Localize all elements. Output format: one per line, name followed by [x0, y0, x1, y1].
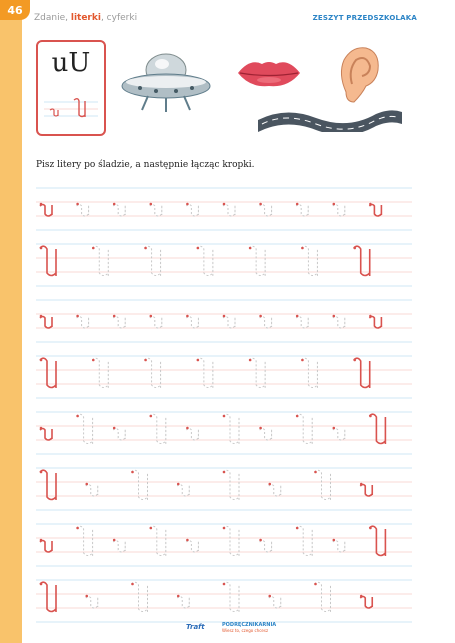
tracing-row: [36, 524, 412, 566]
start-dot: [113, 427, 116, 430]
start-dot: [76, 415, 79, 418]
letter-u-trace: [296, 205, 308, 217]
letter-u-trace: [333, 541, 345, 553]
letter-u-trace: [260, 429, 272, 441]
letter-U-trace: [145, 246, 161, 276]
letter-U-trace: [150, 414, 166, 444]
start-dot: [259, 427, 262, 430]
letter-U-trace: [369, 414, 385, 444]
letter-U-trace: [354, 246, 370, 276]
header-title-part-2: , cyferki: [100, 13, 138, 23]
card-letters: uU: [51, 48, 91, 78]
letter-u-trace: [177, 485, 189, 497]
letter-u-trace: [113, 541, 125, 553]
start-dot: [92, 247, 95, 250]
start-dot: [259, 315, 262, 318]
letter-u-trace: [40, 317, 52, 329]
start-dot: [369, 315, 372, 318]
letter-u-trace: [77, 205, 89, 217]
start-dot: [85, 483, 88, 486]
letter-u-trace: [113, 317, 125, 329]
letter-U-trace: [296, 526, 312, 556]
letter-U-trace: [223, 414, 239, 444]
header-title-highlight: literki: [70, 13, 101, 23]
start-dot: [296, 203, 299, 206]
letter-u-trace: [113, 429, 125, 441]
letter-U-trace: [132, 582, 148, 612]
letter-U-trace: [197, 358, 213, 388]
tracing-row: [36, 356, 412, 398]
start-dot: [333, 539, 336, 542]
letter-U-trace: [197, 246, 213, 276]
letter-U-trace: [92, 358, 108, 388]
header-title-part-1: Zdanie,: [34, 13, 71, 23]
start-dot: [360, 595, 363, 598]
start-dot: [186, 427, 189, 430]
start-dot: [268, 483, 271, 486]
start-dot: [223, 315, 226, 318]
letter-U-trace: [92, 246, 108, 276]
start-dot: [268, 595, 271, 598]
letter-U-trace: [40, 470, 56, 500]
start-dot: [249, 359, 252, 362]
start-dot: [259, 539, 262, 542]
start-dot: [76, 203, 79, 206]
letter-U-trace: [77, 526, 93, 556]
start-dot: [40, 583, 43, 586]
page-number: 46: [0, 0, 30, 20]
start-dot: [301, 247, 304, 250]
start-dot: [40, 315, 43, 318]
letter-U-trace: [369, 526, 385, 556]
letter-u-trace: [150, 205, 162, 217]
start-dot: [177, 595, 180, 598]
start-dot: [353, 247, 356, 250]
letter-u-trace: [333, 205, 345, 217]
start-dot: [223, 471, 226, 474]
letter-U-trace: [296, 414, 312, 444]
letter-u-trace: [333, 317, 345, 329]
letter-u-trace: [177, 597, 189, 609]
start-dot: [40, 471, 43, 474]
start-dot: [360, 483, 363, 486]
letter-u-trace: [40, 429, 52, 441]
publisher-logo: Traft: [186, 623, 205, 631]
publisher-brand: [222, 622, 276, 634]
start-dot: [92, 359, 95, 362]
start-dot: [113, 315, 116, 318]
start-dot: [314, 471, 317, 474]
start-dot: [150, 203, 153, 206]
letter-U-trace: [77, 414, 93, 444]
start-dot: [369, 203, 372, 206]
tracing-row: [36, 244, 412, 286]
letter-u-trace: [269, 597, 281, 609]
letter-u-trace: [360, 485, 372, 497]
letter-U-trace: [315, 470, 331, 500]
start-dot: [314, 583, 317, 586]
start-dot: [131, 583, 134, 586]
tracing-row: [36, 580, 412, 622]
letter-U-trace: [40, 582, 56, 612]
letter-U-trace: [223, 470, 239, 500]
start-dot: [296, 527, 299, 530]
start-dot: [40, 427, 43, 430]
letter-u-trace: [333, 429, 345, 441]
start-dot: [131, 471, 134, 474]
start-dot: [40, 539, 43, 542]
start-dot: [113, 203, 116, 206]
start-dot: [144, 359, 147, 362]
start-dot: [333, 427, 336, 430]
start-dot: [113, 539, 116, 542]
letter-U-trace: [40, 358, 56, 388]
letter-u-trace: [113, 205, 125, 217]
letter-u-trace: [360, 597, 372, 609]
tracing-row: [36, 468, 412, 510]
start-dot: [150, 315, 153, 318]
letter-U-trace: [301, 246, 317, 276]
start-dot: [333, 315, 336, 318]
start-dot: [186, 203, 189, 206]
letter-u-trace: [223, 205, 235, 217]
publisher-brand-name: PODRĘCZNIKARNIA: [222, 622, 277, 628]
start-dot: [249, 247, 252, 250]
series-title: ZESZYT PRZEDSZKOLAKA: [312, 14, 417, 22]
letter-U-trace: [315, 582, 331, 612]
letter-u-trace: [260, 317, 272, 329]
letter-u-trace: [269, 485, 281, 497]
start-dot: [186, 315, 189, 318]
tracing-row: [36, 188, 412, 230]
letter-U-trace: [249, 246, 265, 276]
letter-u-trace: [86, 597, 98, 609]
letter-u-trace: [77, 317, 89, 329]
start-dot: [301, 359, 304, 362]
tracing-row: [36, 412, 412, 454]
letter-U-trace: [354, 358, 370, 388]
letter-U-trace: [223, 582, 239, 612]
letter-u-trace: [260, 541, 272, 553]
letter-u-trace: [260, 205, 272, 217]
tracing-row: [36, 300, 412, 342]
publisher-tagline: Wiesz to, czego chcesz: [222, 628, 269, 633]
letter-U-trace: [132, 470, 148, 500]
start-dot: [296, 415, 299, 418]
letter-u-trace: [296, 317, 308, 329]
letter-u-trace: [40, 205, 52, 217]
start-dot: [259, 203, 262, 206]
start-dot: [76, 527, 79, 530]
start-dot: [150, 527, 153, 530]
start-dot: [85, 595, 88, 598]
letter-U-trace: [249, 358, 265, 388]
start-dot: [197, 247, 200, 250]
letter-u-trace: [186, 429, 198, 441]
letter-u-trace: [40, 541, 52, 553]
start-dot: [296, 315, 299, 318]
exercise-instruction: Pisz litery po śladzie, a następnie łącząc kropki.: [36, 160, 255, 170]
start-dot: [76, 315, 79, 318]
start-dot: [40, 359, 43, 362]
letter-u-trace: [86, 485, 98, 497]
letter-u-trace: [186, 317, 198, 329]
start-dot: [353, 359, 356, 362]
letter-u-trace: [150, 317, 162, 329]
start-dot: [223, 415, 226, 418]
letter-U-trace: [223, 526, 239, 556]
letter-U-trace: [145, 358, 161, 388]
start-dot: [197, 359, 200, 362]
start-dot: [223, 527, 226, 530]
letter-U-trace: [301, 358, 317, 388]
letter-u-trace: [186, 541, 198, 553]
start-dot: [223, 203, 226, 206]
start-dot: [223, 583, 226, 586]
start-dot: [186, 539, 189, 542]
letter-u-trace: [223, 317, 235, 329]
letter-U-trace: [40, 246, 56, 276]
start-dot: [40, 203, 43, 206]
start-dot: [144, 247, 147, 250]
start-dot: [369, 415, 372, 418]
letter-u-trace: [369, 317, 381, 329]
start-dot: [369, 527, 372, 530]
start-dot: [177, 483, 180, 486]
letter-u-trace: [369, 205, 381, 217]
start-dot: [40, 247, 43, 250]
start-dot: [150, 415, 153, 418]
start-dot: [333, 203, 336, 206]
letter-U-trace: [150, 526, 166, 556]
letter-u-trace: [186, 205, 198, 217]
